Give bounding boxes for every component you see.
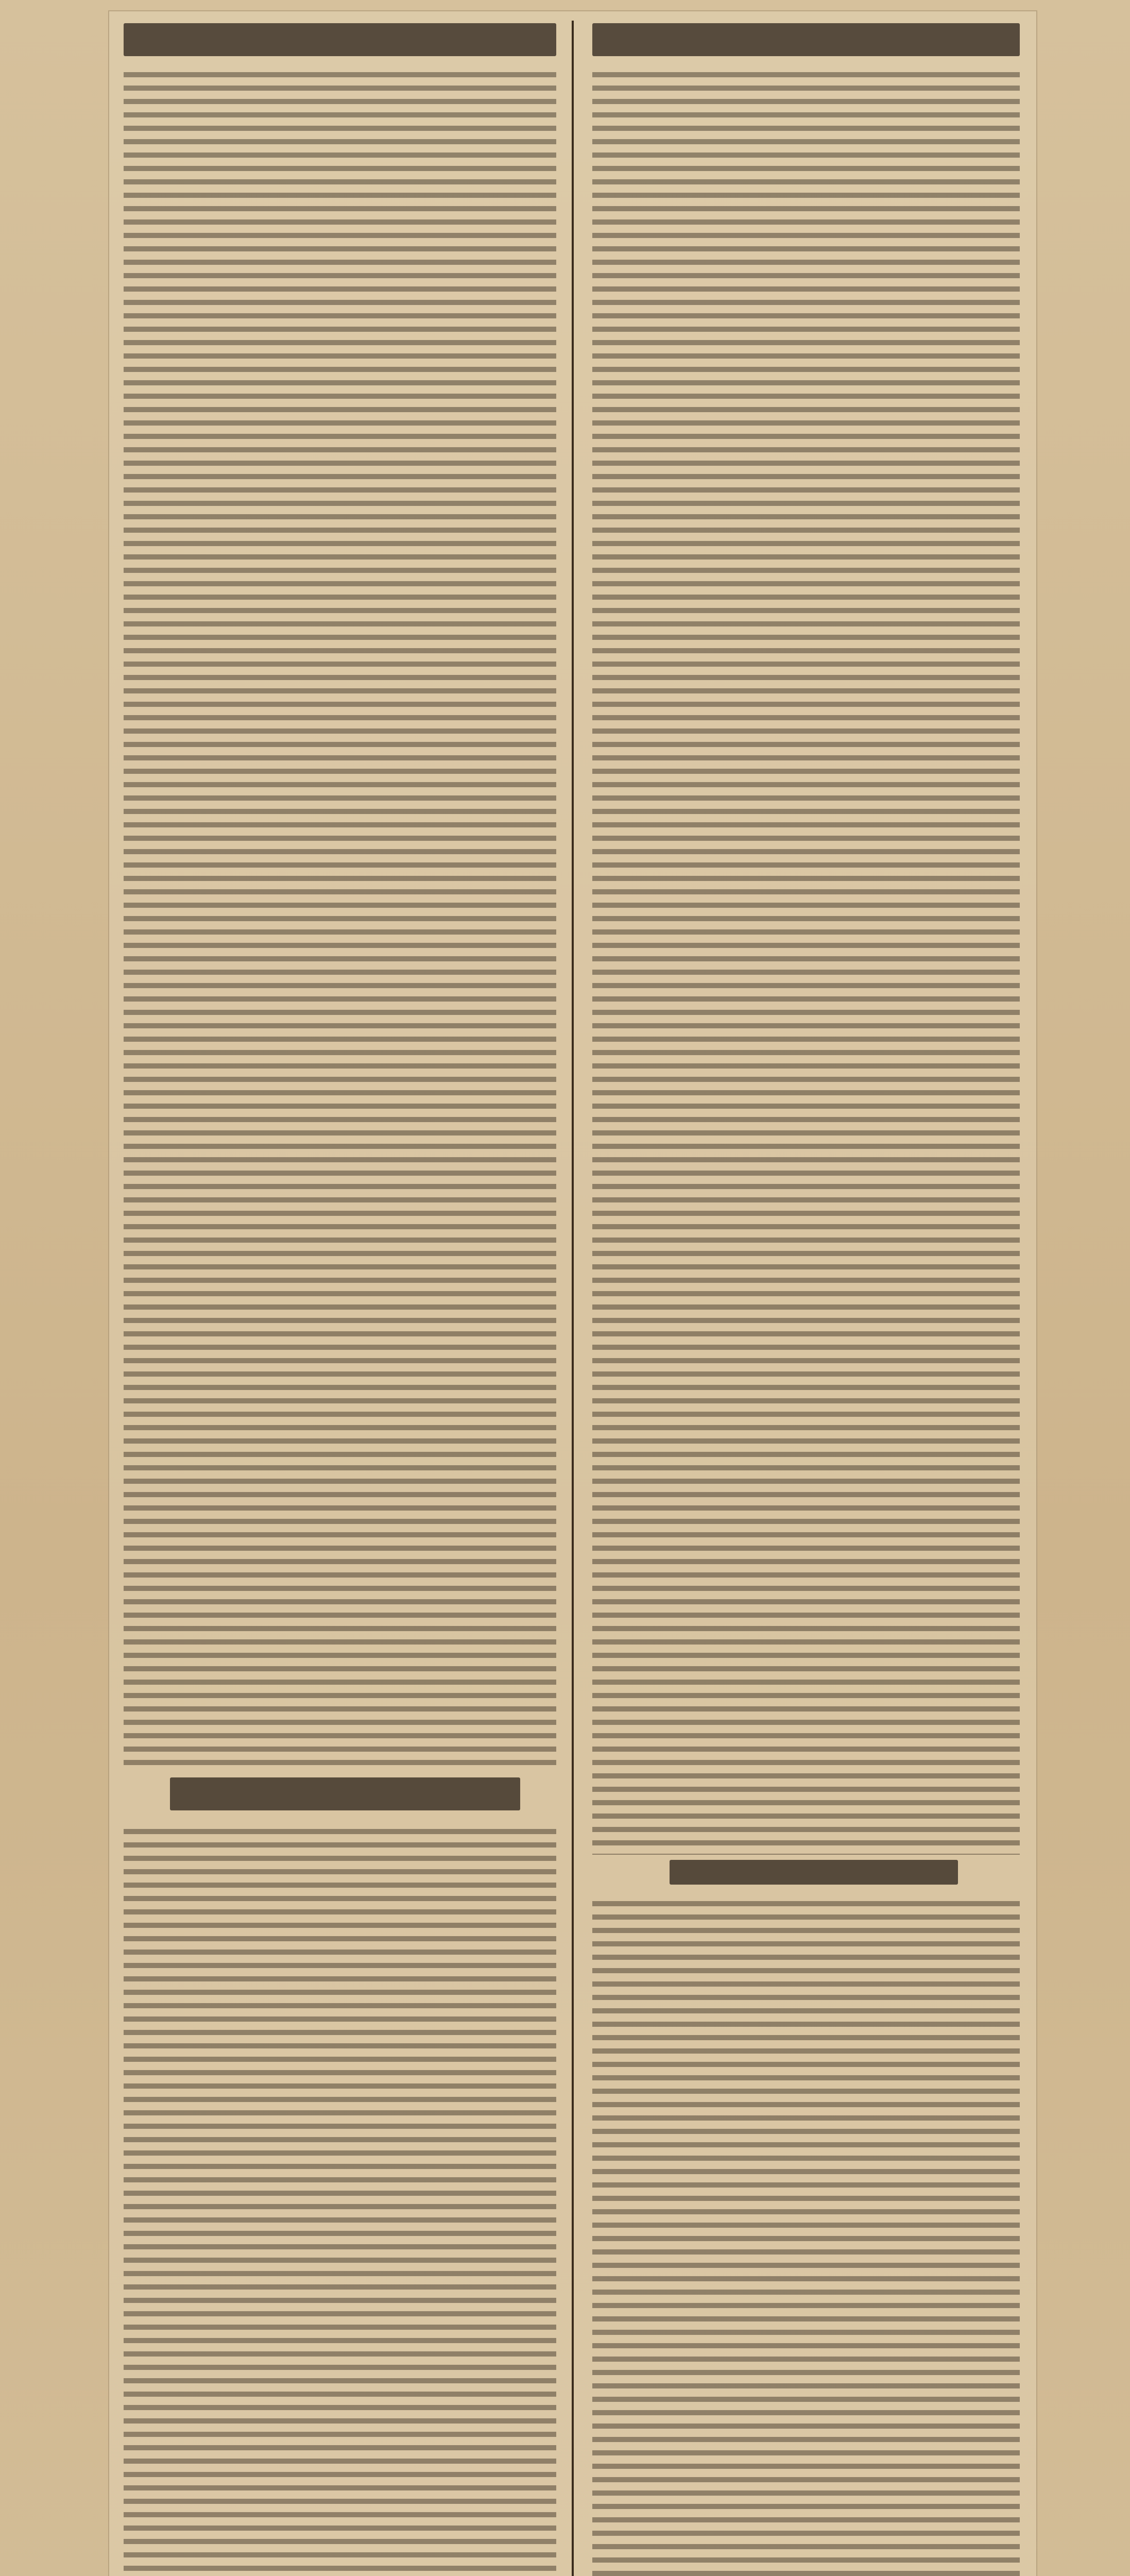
article-body [592,72,1020,1855]
article-heading [124,23,556,56]
column-divider [572,21,574,2576]
article-heading [170,1777,520,1810]
article-body [592,1901,1020,2576]
article-heading [592,23,1020,56]
article-body [124,1829,556,2576]
article-heading [670,1860,958,1885]
article-body [124,72,556,1767]
